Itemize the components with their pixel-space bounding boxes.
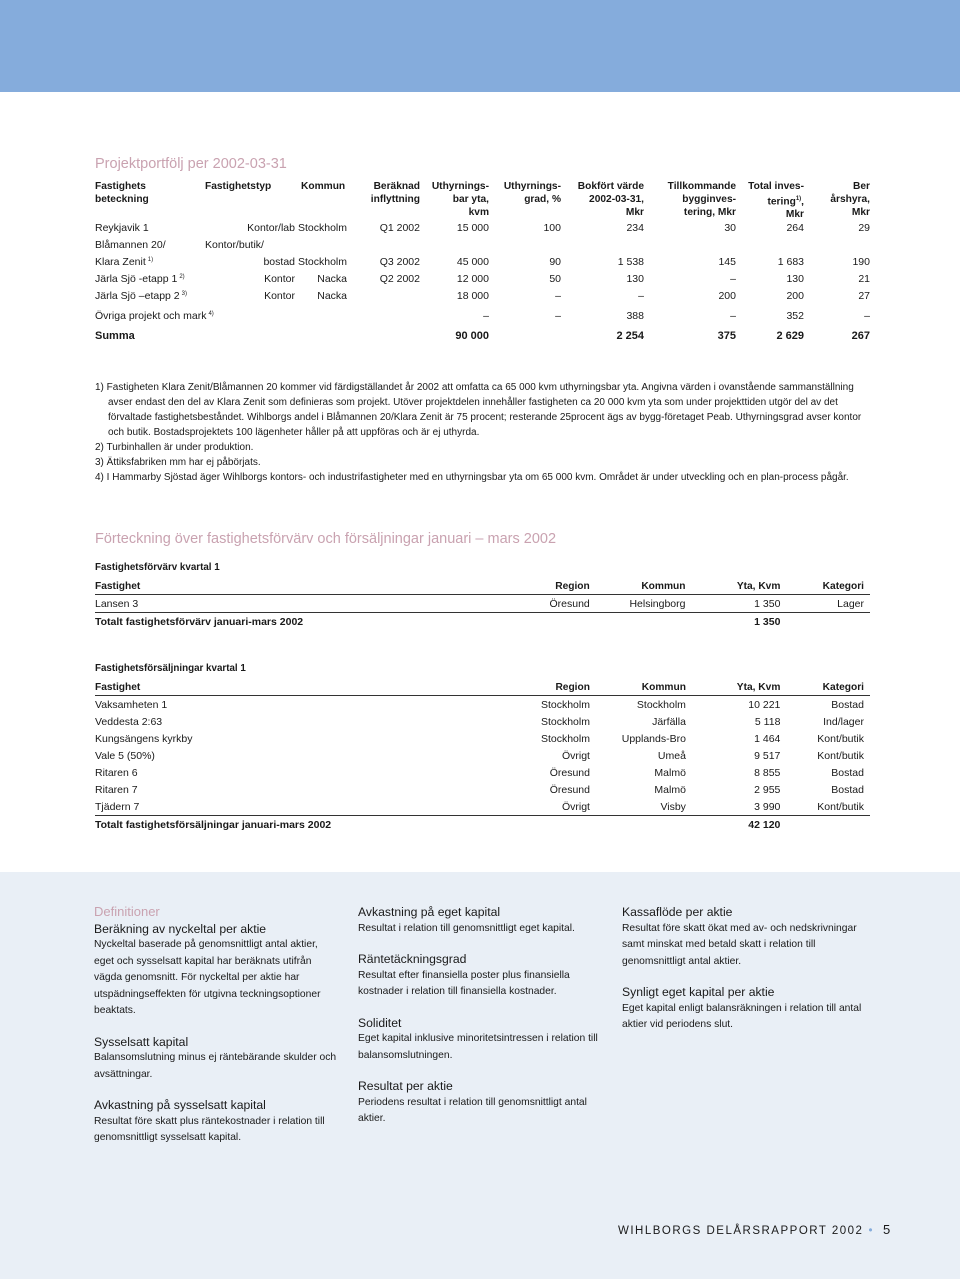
table-cell: Stockholm	[540, 715, 590, 728]
cell-yta: 15 000	[456, 222, 489, 234]
cell-bokf: 234	[626, 222, 644, 234]
header-arshyra	[830, 180, 870, 219]
definition-heading: Soliditet	[358, 1015, 402, 1030]
table-row	[95, 713, 870, 730]
cell-type: Kontor	[264, 290, 295, 302]
header-line	[748, 193, 804, 208]
cell-yta: 45 000	[456, 256, 489, 268]
portfolio-row	[95, 239, 870, 256]
table-cell: Visby	[660, 800, 686, 813]
cell-yta: –	[483, 310, 489, 322]
column-header: Kategori	[786, 679, 870, 696]
header-line: bar yta,	[452, 194, 489, 205]
table-row	[95, 747, 870, 764]
definition-heading: Sysselsatt kapital	[94, 1034, 189, 1049]
page-number: 5	[882, 1222, 891, 1237]
footnote-marker: 3)	[181, 290, 187, 297]
footnote-marker: 1)	[147, 256, 154, 263]
cell-total: 2 629	[776, 330, 804, 342]
cell-hyra: 21	[858, 273, 870, 285]
table-row	[95, 764, 870, 781]
header-line: Beräknad	[373, 181, 420, 192]
cell-kommun: Stockholm	[297, 222, 347, 234]
table-row	[95, 595, 870, 613]
page-footer	[618, 1222, 890, 1237]
sales-grid	[95, 679, 870, 833]
header-line: Kommun	[301, 181, 346, 192]
footnote-4: 4) I Hammarby Sjöstad äger Wihlborgs kontors- och industrifastigheter med en uthyrningsbar yta om 65 000 kvm. Området är under utveckling och en plan-process pågår.	[95, 472, 849, 483]
header-comma: ,	[801, 196, 804, 208]
portfolio-row-summa	[95, 330, 870, 350]
row-name	[95, 290, 187, 302]
table-cell: Vale 5 (50%)	[95, 749, 155, 762]
header-word: tering	[767, 196, 796, 208]
definitions-col-1-items	[94, 921, 339, 1147]
table-cell: 1 464	[754, 732, 781, 745]
table-cell: 9 517	[754, 749, 781, 762]
definition-text: Resultat före skatt plus räntekostnader i relation till genomsnittligt sysselsatt kapital.	[94, 1115, 325, 1143]
table-cell: Vaksamheten 1	[95, 698, 168, 711]
column-header: Fastighet	[95, 578, 451, 595]
column-header: Region	[452, 679, 596, 696]
table-cell	[596, 613, 692, 631]
table-cell: 8 855	[754, 766, 781, 779]
acquisitions-body	[95, 578, 870, 630]
table-cell: Bostad	[831, 783, 864, 796]
footnote-1: 1) Fastigheten Klara Zenit/Blåmannen 20 kommer vid färdigställandet år 2002 att omfatta ca 65 000 kvm uthyrningsbar yta. Angivna värden i ovanstående sammanställning avser endast den del av Klara Zenit som definieras som projekt. Utöver projektdelen innehåller fastigheten ca 20 000 kvm yta som under projekttiden utgör del av det förvaltade fastighetsbeståndet. Wihlborgs andel i Blåmannen 20/Klara Zenit är 75 procent; resterande 25procent ägs av bygg-företaget Peab. Uthyrningsgrad avser kontor och butik. Bostadsprojektets 100 lägenheter håller på att uppföras och är ej uthyrda.	[95, 382, 862, 438]
portfolio-row-ovriga	[95, 310, 870, 330]
table-cell: Öresund	[549, 766, 590, 779]
cell-infl: Q3 2002	[379, 256, 420, 268]
cell-type: Kontor	[264, 273, 295, 285]
table-cell: Ritaren 6	[95, 766, 138, 779]
table-cell: Helsingborg	[629, 597, 686, 610]
table-cell: Öresund	[549, 597, 590, 610]
portfolio-rows	[95, 222, 870, 350]
row-name-text: Övriga projekt och mark	[95, 310, 207, 322]
table-cell: Kont/butik	[817, 732, 864, 745]
table-cell	[451, 613, 595, 631]
table-total-row	[95, 816, 870, 834]
row-name-text: Reykjavik 1	[95, 222, 149, 234]
total-label: Totalt fastighetsförsäljningar januari-mars 2002	[95, 816, 452, 834]
definition-text: Eget kapital enligt balansräkningen i relation till antal aktier vid periodens slut.	[622, 1002, 862, 1030]
table-cell	[786, 613, 870, 631]
header-bokfort-varde	[578, 180, 644, 219]
definitions-title: Definitioner	[94, 904, 160, 919]
sales-title: Fastighetsförsäljningar kvartal 1	[95, 663, 246, 674]
top-color-band	[0, 0, 960, 92]
cell-kommun: Nacka	[317, 290, 347, 302]
cell-total: 264	[786, 222, 804, 234]
header-line: Fastighets	[95, 181, 146, 192]
definition-text: Eget kapital inklusive minoritetsintressen i relation till balansomslutningen.	[358, 1033, 598, 1061]
cell-hyra: 27	[858, 290, 870, 302]
row-name-text: Blåmannen 20/	[95, 239, 166, 251]
definition-heading: Avkastning på sysselsatt kapital	[94, 1098, 266, 1112]
cell-infl: Q2 2002	[379, 273, 420, 285]
definition-heading: Resultat per aktie	[358, 1079, 453, 1093]
header-line: Mkr	[625, 207, 644, 218]
header-line: Uthyrnings-	[503, 181, 561, 192]
cell-bokf: 2 254	[616, 330, 644, 342]
definition-text: Resultat före skatt ökat med av- och nedskrivningar samt minskat med betald skatt i relation till genomsnittligt antal aktier.	[622, 922, 857, 967]
table-cell: Kont/butik	[817, 800, 864, 813]
row-name	[95, 310, 214, 322]
cell-tillk: 30	[724, 222, 736, 234]
transactions-title: Förteckning över fastighetsförvärv och försäljningar januari – mars 2002	[95, 531, 557, 547]
header-line: Total inves-	[748, 181, 804, 192]
table-row	[95, 781, 870, 798]
definition-text: Resultat efter finansiella poster plus finansiella kostnader i relation till finansiella kostnader.	[358, 969, 570, 997]
table-cell: Kungsängens kyrkby	[95, 732, 193, 745]
cell-grad: –	[555, 310, 561, 322]
table-cell: Ritaren 7	[95, 783, 138, 796]
table-cell: 10 221	[748, 698, 781, 711]
row-name-text: Järla Sjö –etapp 2	[95, 290, 180, 302]
header-line: Mkr	[785, 209, 804, 221]
header-fastighets	[95, 180, 149, 206]
total-value: 1 350	[691, 613, 786, 631]
header-line: 2002-03-31,	[589, 194, 644, 205]
table-cell: Lager	[837, 597, 864, 610]
cell-tillk: 375	[717, 330, 736, 342]
cell-type: Kontor/lab	[247, 222, 295, 234]
portfolio-row	[95, 290, 870, 307]
table-cell: Bostad	[831, 766, 864, 779]
total-label: Totalt fastighetsförvärv januari-mars 2002	[95, 613, 451, 631]
header-total-investering	[748, 180, 804, 221]
bullet-icon: •	[868, 1225, 874, 1237]
definitions-col-3-items	[622, 904, 872, 1034]
table-cell: 5 118	[754, 715, 781, 728]
cell-bokf: 1 538	[617, 256, 644, 268]
row-name: Summa	[95, 330, 135, 342]
cell-tillk: –	[730, 310, 736, 322]
table-cell: Kont/butik	[817, 749, 864, 762]
cell-yta: 90 000	[455, 330, 489, 342]
footnote-2: 2) Turbinhallen är under produktion.	[95, 442, 254, 453]
header-line: grad, %	[524, 194, 561, 205]
acquisitions-table	[95, 562, 870, 630]
row-name	[95, 222, 149, 234]
table-row	[95, 798, 870, 816]
definition-heading: Synligt eget kapital per aktie	[622, 985, 775, 999]
footnote-marker: 1)	[795, 196, 802, 202]
definition-heading: Beräkning av nyckeltal per aktie	[94, 921, 267, 936]
portfolio-row	[95, 256, 870, 273]
table-cell	[452, 816, 596, 834]
column-header: Yta, Kvm	[692, 679, 786, 696]
table-cell: Lansen 3	[95, 597, 139, 610]
footer-text: WIHLBORGS DELÅRSRAPPORT 2002	[618, 1225, 864, 1237]
header-line: Bokfört värde	[577, 181, 644, 192]
row-name-text: Klara Zenit	[95, 256, 146, 268]
cell-hyra: 29	[858, 222, 870, 234]
cell-hyra: 267	[851, 330, 870, 342]
cell-total: 130	[786, 273, 804, 285]
table-cell: Tjädern 7	[95, 800, 140, 813]
table-cell: Umeå	[657, 749, 686, 762]
acquisitions-grid	[95, 578, 870, 630]
table-cell: Upplands-Bro	[621, 732, 686, 745]
definition-text: Balansomslutning minus ej räntebärande skulder och avsättningar.	[94, 1052, 337, 1080]
table-cell: Stockholm	[540, 732, 590, 745]
table-total-row	[95, 613, 870, 631]
table-cell: Övrigt	[561, 749, 590, 762]
cell-grad: –	[555, 290, 561, 302]
cell-grad: 90	[549, 256, 561, 268]
column-header: Region	[451, 578, 595, 595]
definitions-col-3	[622, 904, 872, 1048]
cell-type: bostad	[263, 256, 295, 268]
cell-total: 200	[786, 290, 804, 302]
header-line: Mkr	[851, 207, 870, 218]
definition-text: Periodens resultat i relation till genomsnittligt antal aktier.	[358, 1096, 587, 1124]
header-inflyttning	[371, 180, 420, 206]
column-header: Kommun	[596, 578, 692, 595]
table-cell: Stockholm	[636, 698, 686, 711]
definition-text: Nyckeltal baserade på genomsnittligt antal aktier, eget och sysselsatt kapital har beräknats utifrån vägda genomsnitt. För nyckeltal per aktie har utspädningseffekten för utgivna teckningsoptioner beaktats.	[94, 939, 321, 1016]
sales-table	[95, 663, 870, 833]
row-name	[95, 256, 153, 268]
header-line: Tillkommande	[667, 181, 736, 192]
portfolio-table	[95, 180, 870, 350]
definition-heading: Räntetäckningsgrad	[358, 952, 467, 966]
cell-infl: Q1 2002	[379, 222, 420, 234]
cell-yta: 18 000	[456, 290, 489, 302]
cell-yta: 12 000	[456, 273, 489, 285]
table-cell: Veddesta 2:63	[95, 715, 163, 728]
definitions-col-2	[358, 904, 603, 1142]
table-cell: 3 990	[754, 800, 781, 813]
definitions-col-2-items	[358, 904, 603, 1128]
header-line: årshyra,	[830, 194, 870, 205]
cell-hyra: –	[864, 310, 870, 322]
cell-bokf: 130	[626, 273, 644, 285]
row-name	[95, 273, 185, 285]
table-cell: 1 350	[754, 597, 781, 610]
header-line: Uthyrnings-	[431, 181, 489, 192]
portfolio-header-row	[95, 180, 870, 222]
header-line: bygginves-	[682, 194, 736, 205]
table-cell: 2 955	[754, 783, 781, 796]
header-line: inflyttning	[370, 194, 420, 205]
table-cell	[596, 816, 692, 834]
acquisitions-title: Fastighetsförvärv kvartal 1	[95, 562, 220, 573]
cell-bokf: –	[638, 290, 644, 302]
cell-grad: 100	[543, 222, 561, 234]
table-cell: Öresund	[549, 783, 590, 796]
total-value: 42 120	[692, 816, 786, 834]
footnote-3: 3) Ättiksfabriken mm har ej påbörjats.	[95, 457, 261, 468]
cell-type: Kontor/butik/	[205, 239, 264, 251]
footnote-marker: 2)	[179, 273, 185, 280]
sales-body	[95, 679, 870, 833]
column-header: Fastighet	[95, 679, 452, 696]
table-cell: Malmö	[654, 766, 686, 779]
header-line: kvm	[468, 207, 489, 218]
row-name	[95, 239, 166, 251]
cell-hyra: 190	[852, 256, 870, 268]
definition-text: Resultat i relation till genomsnittligt eget kapital.	[358, 922, 575, 934]
header-fastighetstyp	[205, 180, 271, 193]
cell-total: 352	[786, 310, 804, 322]
header-line: Ber	[853, 181, 870, 192]
cell-tillk: –	[730, 273, 736, 285]
header-line: beteckning	[95, 194, 149, 205]
cell-total: 1 683	[777, 256, 804, 268]
cell-kommun: Nacka	[317, 273, 347, 285]
cell-kommun: Stockholm	[297, 256, 347, 268]
table-row	[95, 696, 870, 714]
header-uthyrningsbar-yta	[432, 180, 489, 219]
definition-heading: Avkastning på eget kapital	[358, 905, 501, 919]
table-cell	[786, 816, 870, 834]
table-cell: Stockholm	[540, 698, 590, 711]
header-line: Fastighetstyp	[205, 181, 272, 192]
definitions-col-1	[94, 904, 339, 1161]
portfolio-row	[95, 273, 870, 290]
cell-bokf: 388	[626, 310, 644, 322]
header-line: tering, Mkr	[683, 207, 736, 218]
footnotes	[95, 380, 865, 485]
row-name-text: Järla Sjö -etapp 1	[95, 273, 178, 285]
table-cell: Ind/lager	[823, 715, 864, 728]
header-kommun	[301, 180, 345, 193]
header-tillkommande	[668, 180, 736, 219]
table-cell: Malmö	[654, 783, 686, 796]
definition-heading: Kassaflöde per aktie	[622, 905, 733, 919]
column-header: Kategori	[786, 578, 870, 595]
table-row	[95, 730, 870, 747]
table-cell: Bostad	[831, 698, 864, 711]
table-header-row	[95, 679, 870, 696]
cell-tillk: 145	[718, 256, 736, 268]
header-uthyrningsgrad	[504, 180, 561, 206]
cell-grad: 50	[549, 273, 561, 285]
column-header: Kommun	[596, 679, 692, 696]
portfolio-row	[95, 222, 870, 239]
table-cell: Övrigt	[561, 800, 590, 813]
portfolio-title: Projektportfölj per 2002-03-31	[95, 156, 287, 172]
table-header-row	[95, 578, 870, 595]
table-cell: Järfälla	[652, 715, 686, 728]
column-header: Yta, Kvm	[691, 578, 786, 595]
cell-tillk: 200	[718, 290, 736, 302]
footnote-marker: 4)	[208, 310, 214, 317]
